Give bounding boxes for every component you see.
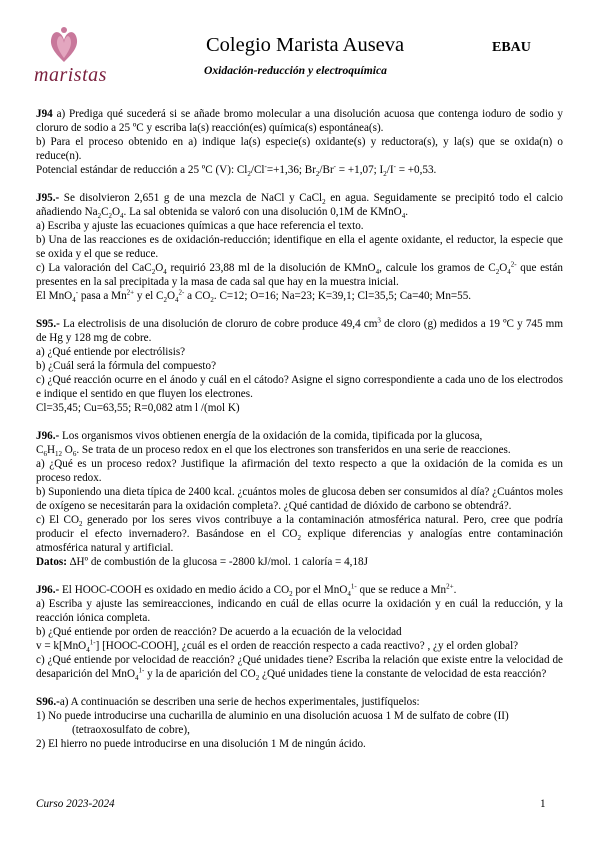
course-label: Curso 2023-2024 [36,798,115,810]
question-part-c: c) La valoración del $CaC_2O_4$ requirió 23,88 ml de la disolución de KMnO$_4$, calcule los gramos de $C_2O_4^{2-}$ que están presentes en la sal precipitada y la masa de cada sal que hay en la muestra inicial. [36,260,563,288]
question-number: J96.- [36,430,60,442]
question-data: El MnO$_4$- pasa a $Mn^{2+}$ y el $C_2O_4^{2-}$ a $CO_2$. C=12; O=16; Na=23; K=39,1; Cl=35,5; Ca=40; Mn=55. [36,288,472,305]
question-data: Potencial estándar de reducción a 25 ºC (V): $Cl_2/Cl^-=+1,36$; $Br_2/Br^- = +1,07$; $I_2/I^- = +0,53$. [36,162,437,179]
question-part-b: b) Una de las reacciones es de oxidación-reducción; identifique en ella el agente oxidante, el reductor, la especie que se oxida y el que se reduce. [36,234,563,260]
question-j94 [36,107,563,177]
question-part-a: a) Escriba y ajuste las semireacciones, indicando en cuál de ellas ocurre la oxidación y en cuál la reducción, y la reacción iónica completa. [36,598,563,624]
list-item: 1) No puede introducirse una cucharilla de aluminio en una disolución acuosa 1 M de sulfato de cobre (II) [36,710,509,722]
question-part-c: c) El $CO_2$ generado por los seres vivos contribuye a la contaminación atmosférica natural. Pero, cree que podría producir el efecto invernadero?. Basándose en el $CO_2$ explique diferencias y analogías entre contaminación atmosférica natural y artificial. [36,514,563,554]
flower-icon [42,24,86,64]
question-part-c: c) ¿Qué entiende por velocidad de reacción? ¿Qué unidades tiene? Escriba la relación que existe entre la velocidad de desaparición del MnO$_4^{1-}$ y la de aparición del $CO_2$ ¿Qué unidades tiene la constante de velocidad de esta reacción? [36,654,563,683]
list-item: 2) El hierro no puede introducirse en una disolución 1 M de ningún ácido. [36,738,366,750]
exam-label: EBAU [492,40,531,55]
question-j95: J95.- Se disolvieron 2,651 g de una mezcla de NaCl y CaCl$_2$ en agua. Seguidamente se precipitó todo el calcio añadiendo $Na_2C_2O_4$. La sal obtenida se valoró con una disolución 0,1M de KMnO$_4$. a) Escriba y ajuste las ecuaciones químicas a que hace referencia el texto. b) Una de las reacciones es de oxidación-reducción; identifique en ella el agente oxidante, el reductor, la especie que se oxida y el que se reduce. c) La valoración del $CaC_2O_4$ requirió 23,88 ml de la disolución de KMnO$_4$, calcule los gramos de $C_2O_4^{2-}$ que están presentes en la sal precipitada y la masa de cada sal que hay en la muestra inicial. El MnO$_4$- pasa a $Mn^{2+}$ y el $C_2O_4^{2-}$ a $CO_2$. C=12; O=16; Na=23; K=39,1; Cl=35,5; Ca=40; Mn=55. [36,192,564,305]
question-s95: S95.- La electrolisis de una disolución de cloruro de cobre produce 49,4 $cm^3$ de cloro (g) medidos a 19 ºC y 745 mm de Hg y 128 mg de cobre. a) ¿Qué entiende por electrólisis? b) ¿Cuál será la fórmula del compuesto? c) ¿Qué reacción ocurre en el ánodo y cuál en el cátodo? Asigne el signo correspondiente a cada uno de los electrodos e indique el sentido en que fluyen los electrones. Cl=35,45; Cu=63,55; R=0,082 atm l /(mol K) [36,316,563,414]
question-j96-oxalic: J96.- El HOOC-COOH es oxidado en medio ácido a $CO_2$ por el MnO$_4^{1-}$ que se reduce a $Mn^{2+}$. a) Escriba y ajuste las semireacciones, indicando en cuál de ellas ocurre la oxidación y en cuál la reducción, y la reacción iónica completa. b) ¿Qué entiende por orden de reacción? De acuerdo a la ecuación de la velocidad v = k[MnO$_4^{1-}$] [HOOC-COOH], ¿cuál es el orden de reacción respecto a cada reactivo? , ¿y el orden global? c) ¿Qué entiende por velocidad de reacción? ¿Qué unidades tiene? Escriba la relación que existe entre la velocidad de desaparición del MnO$_4^{1-}$ y la de aparición del $CO_2$ ¿Qué unidades tiene la constante de velocidad de esta reacción? [36,582,563,683]
question-s96: S96.-a) A continuación se describen una serie de hechos experimentales, justifíquelos: 1) No puede introducirse una cucharilla de aluminio en una disolución acuosa 1 M de sulfato de cobre (II) (tetraoxosulfato de cobre), 2) El hierro no puede introducirse en una disolución 1 M de ningún ácido. [36,695,563,751]
question-j96-glucose: J96.- Los organismos vivos obtienen energía de la oxidación de la comida, tipificada por la glucosa, $C_6H_{12}$ $O_6$. Se trata de un proceso redox en el que los electrones son transferidos en una serie de reacciones. a) ¿Qué es un proceso redox? Justifique la afirmación del texto respecto a que la oxidación de la comida es un proceso redox. b) Suponiendo una dieta típica de 2400 kcal. ¿cuántos moles de glucosa deben ser consumidos al día? ¿Cuántos moles de oxígeno se necesitarán para la oxidación completa?. ¿Qué cantidad de dióxido de carbono se obtendrá?. c) El $CO_2$ generado por los seres vivos contribuye a la contaminación atmosférica natural. Pero, cree que podría producir el efecto invernadero?. Basándose en el $CO_2$ explique diferencias y analogías entre contaminación atmosférica natural y artificial. Datos: ∆Hº de combustión de la glucosa = -2800 kJ/mol. 1 caloría = 4,18J [36,430,563,568]
maristas-logo [28,24,108,86]
page-subtitle: Oxidación-reducción y electroquímica [204,64,387,77]
question-number: J96.- [36,584,60,596]
school-name: Colegio Marista Auseva [206,34,405,56]
question-data: Datos: ∆Hº de combustión de la glucosa = -2800 kJ/mol. 1 caloría = 4,18J [36,556,368,568]
question-number: S95.- [36,318,60,330]
question-number: S96.- [36,696,60,708]
question-number: J94 [36,108,53,120]
list-item-continuation: (tetraoxosulfato de cobre), [72,724,190,736]
question-number: J95.- [36,192,60,204]
question-part-a: a) Escriba y ajuste las ecuaciones químicas a que hace referencia el texto. [36,220,364,232]
question-part-b: b) ¿Cuál será la fórmula del compuesto? [36,360,217,372]
question-part-b: b) ¿Qué entiende por orden de reacción? De acuerdo a la ecuación de la velocidad [36,626,402,638]
question-part-a: a) ¿Qué es un proceso redox? Justifique la afirmación del texto respecto a que la oxidación de la comida es un proceso redox. [36,458,563,484]
question-part-a: a) ¿Qué entiende por electrólisis? [36,346,186,358]
question-part-a: a) Prediga qué sucederá si se añade bromo molecular a una disolución acuosa que contenga ioduro de sodio y cloruro de sodio a 25 ºC y escriba la(s) reacción(es) química(s) espontánea(s). [36,108,563,134]
question-part-b: b) Para el proceso obtenido en a) indique la(s) especie(s) oxidante(s) y reductora(s), y la(s) que se oxida(n) o reduce(n). [36,136,563,162]
question-data: Cl=35,45; Cu=63,55; R=0,082 atm l /(mol K) [36,402,240,414]
question-part-c: c) ¿Qué reacción ocurre en el ánodo y cuál en el cátodo? Asigne el signo correspondiente a cada uno de los electrodos e indique el sentido en que fluyen los electrones. [36,374,563,400]
logo-text: maristas [34,64,107,86]
question-part-b: b) Suponiendo una dieta típica de 2400 kcal. ¿cuántos moles de glucosa deben ser consumidos al día? ¿Cuántos moles de oxígeno se necesitarán para la oxidación completa?. ¿Qué cantidad de dióxido de carbono se obtendrá?. [36,486,563,512]
page-number: 1 [540,798,546,810]
questions-content [36,107,563,765]
rate-equation: v = k[MnO$_4^{1-}$] [HOOC-COOH], ¿cuál es el orden de reacción respecto a cada reactivo? , ¿y el orden global? [36,638,519,655]
